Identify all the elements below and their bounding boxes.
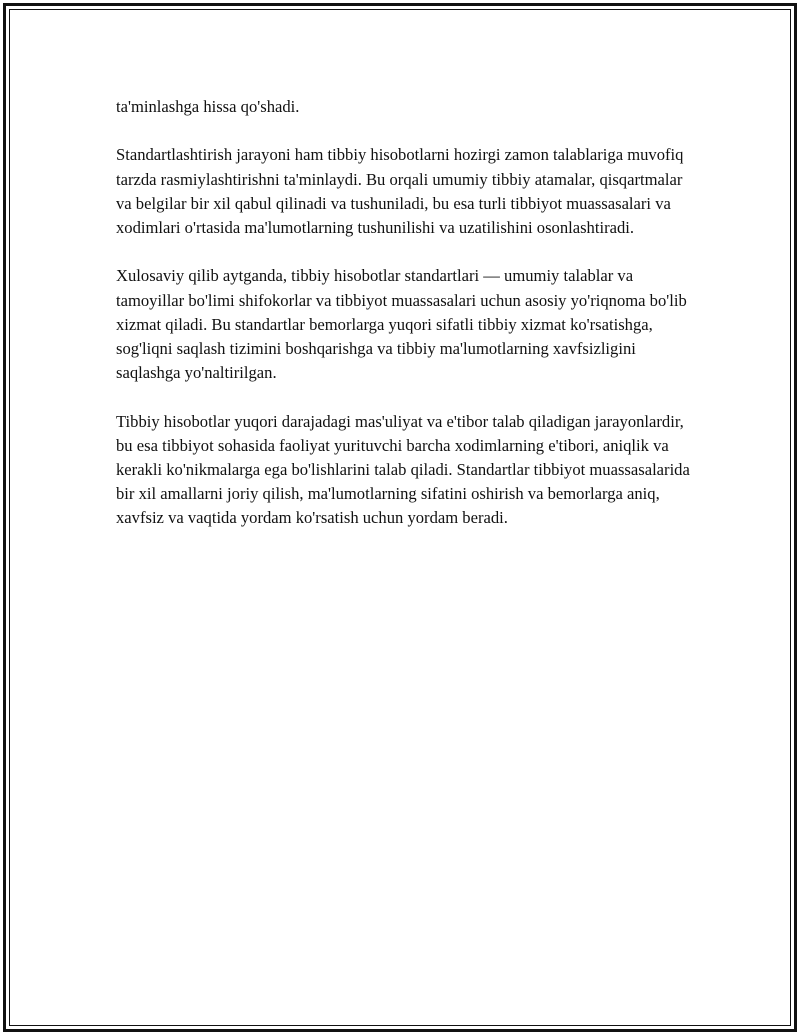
- paragraph-continuation: ta'minlashga hissa qo'shadi.: [116, 97, 300, 116]
- document-body: [116, 95, 696, 555]
- paragraph-conclusion: Xulosaviy qilib aytganda, tibbiy hisobotlar standartlari — umumiy talablar va tamoyillar bo'limi shifokorlar va tibbiyot muassasalari uchun asosiy yo'riqnoma bo'lib xizmat qiladi. Bu standartlar bemorlarga yuqori sifatli tibbiy xizmat ko'rsatishga, sog'liqni saqlash tizimini boshqarishga va tibbiy ma'lumotlarning xavfsizligini saqlashga yo'naltirilgan.: [116, 266, 687, 383]
- document-page: [3, 3, 797, 1032]
- paragraph-responsibility: Tibbiy hisobotlar yuqori darajadagi mas'uliyat va e'tibor talab qiladigan jarayonlardir, bu esa tibbiyot sohasida faoliyat yurituvchi barcha xodimlarning e'tibori, aniqlik va kerakli ko'nikmalarga ega bo'lishlarini talab qiladi. Standartlar tibbiyot muassasalarida bir xil amallarni joriy qilish, ma'lumotlarning sifatini oshirish va bemorlarga aniq, xavfsiz va vaqtida yordam ko'rsatish uchun yordam beradi.: [116, 411, 690, 528]
- paragraph-standardization: Standartlashtirish jarayoni ham tibbiy hisobotlarni hozirgi zamon talablariga muvofiq tarzda rasmiylashtirishni ta'minlaydi. Bu orqali umumiy tibbiy atamalar, qisqartmalar va belgilar bir xil qabul qilinadi va tushuniladi, bu esa turli tibbiyot muassasalari va xodimlari o'rtasida ma'lumotlarning tushunilishi va uzatilishini osonlashtiradi.: [116, 145, 684, 237]
